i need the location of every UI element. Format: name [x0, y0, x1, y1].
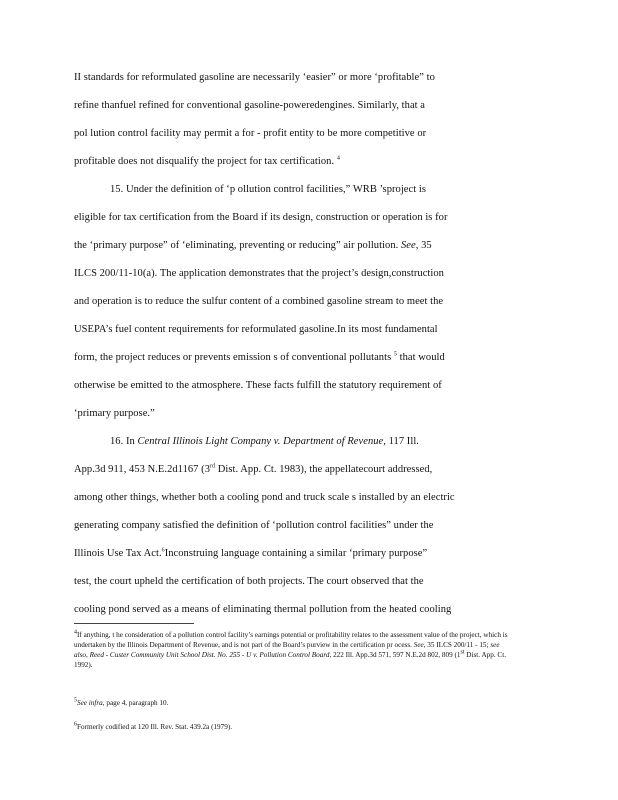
body-line-18: [74, 548, 496, 559]
citation-signal: See: [413, 641, 424, 649]
body-line-20: cooling pond served as a means of eliminating thermal pollution from the heated cooling: [74, 604, 452, 615]
body-text: , 35: [415, 240, 432, 251]
body-line-1: II standards for reformulated gasoline are necessarily ‘easier” or more ‘profitable” to: [74, 72, 435, 83]
footnote-text: Dist. App. Ct. 1992).: [74, 651, 507, 669]
body-text: Illinois Use Tax Act.: [74, 548, 162, 559]
body-text: profitable does not disqualify the project for tax certification.: [74, 156, 335, 167]
body-text: that would: [399, 352, 445, 363]
footnote-text: Formerly codified at 120 Ill. Rev. Stat. 439.2a (1979).: [77, 723, 233, 731]
case-name: Reed - Custer Community Unit School Dist. No. 255 - U v. Pollution Control Board,: [89, 651, 332, 659]
body-text: 16. In: [110, 436, 135, 447]
footnote-text: If anything, t he consideration of a pollution control facility’s earnings potential or profitability relates to the assessment value of the project, which is undertaken by the Illinois Department of Revenue, and is not part of the Board’s purview in the certification pr ocess.: [74, 631, 508, 649]
body-text: App.3d 911, 453 N.E.2d1167 (3: [74, 464, 210, 475]
body-text: 117 Ill.: [388, 436, 419, 447]
body-text: Inconstruing language containing a similar ‘primary purpose”: [164, 548, 428, 559]
body-line-15: [74, 464, 496, 475]
body-line-6: eligible for tax certification from the Board if its design, construction or operation is for: [74, 212, 448, 223]
citation-signal: See: [400, 240, 416, 251]
body-line-3: pol lution control facility may permit a for - profit entity to be more competitive or: [74, 128, 427, 139]
footnote-text: , 35 ILCS 200/11 - 15;: [423, 641, 489, 649]
body-text: the ‘primary purpose” of ‘eliminating, preventing or reducing” air pollution.: [74, 240, 399, 251]
footnote-text: , page 4, paragraph 10.: [102, 699, 169, 707]
footnote-mark-5: 5: [74, 697, 77, 704]
body-line-2: refine thanfuel refined for conventional gasoline-poweredengines. Similarly, that a: [74, 100, 426, 111]
footnote-ref-5: 5: [393, 351, 397, 358]
ordinal-suffix: st: [460, 649, 465, 656]
body-text: Dist. App. Ct. 1983), the appellatecourt addressed,: [217, 464, 433, 475]
body-line-10: USEPA’s fuel content requirements for reformulated gasoline.In its most fundamental: [74, 324, 438, 335]
body-line-4: [74, 156, 496, 167]
ordinal-suffix: rd: [210, 463, 216, 470]
body-line-17: generating company satisfied the definition of ‘pollution control facilities” under the: [74, 520, 434, 531]
body-line-13: ‘primary purpose.”: [74, 408, 155, 419]
body-line-8: ILCS 200/11-10(a). The application demonstrates that the project’s design,construction: [74, 268, 444, 279]
footnote-4: [74, 630, 514, 670]
body-line-9: and operation is to reduce the sulfur content of a combined gasoline stream to meet the: [74, 296, 444, 307]
paragraph-15-line-1: 15. Under the definition of ‘p ollution control facilities,” WRB ’sproject is: [110, 184, 426, 195]
body-text: form, the project reduces or prevents emission s of conventional pollutants: [74, 352, 392, 363]
body-line-16: among other things, whether both a cooling pond and truck scale s installed by an electric: [74, 492, 455, 503]
body-line-19: test, the court upheld the certification of both projects. The court observed that the: [74, 576, 424, 587]
footnote-separator: [74, 623, 194, 624]
body-line-11: [74, 352, 496, 363]
footnote-text: 222 Ill. App.3d 571, 597 N.E.2d 802, 809 (1: [333, 651, 461, 659]
footnote-mark-6: 6: [74, 721, 77, 728]
footnote-ref-6: 6: [161, 547, 165, 554]
footnote-6: [74, 722, 514, 732]
footnote-ref-4: 4: [336, 155, 340, 162]
footnote-5: [74, 698, 514, 708]
citation-signal: see also,: [74, 641, 500, 659]
citation-signal: See infra: [77, 699, 103, 707]
case-name: Central Illinois Light Company v. Department of Revenue,: [137, 436, 386, 447]
paragraph-16-line-1: [110, 436, 496, 447]
footnote-mark-4: 4: [74, 629, 77, 636]
body-line-7: [74, 240, 496, 251]
body-line-12: otherwise be emitted to the atmosphere. These facts fulfill the statutory requirement of: [74, 380, 442, 391]
